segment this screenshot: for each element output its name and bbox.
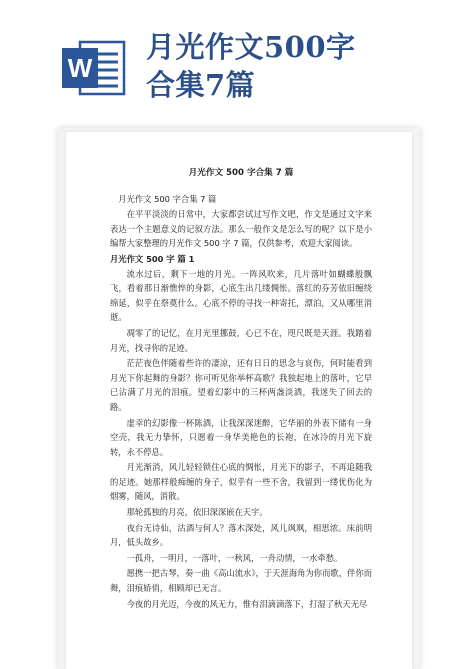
- paragraph: 那轮孤独的月亮，依旧深深嵌在天宇。: [126, 507, 268, 518]
- paragraph: 一孤舟，一明月，一落叶，一秋风，一舟动情，一水牵愁。: [126, 552, 343, 563]
- paragraph: 茫茫夜色伴随着些许的凄凉，还有日日的思念与哀伤，何时能看到月光下你起舞的身影？你可听见你举杯高歌？我独起地上的落叶，它早已沾满了月光的泪痕。望着幻影中的三杯两盏淡酒，我迷失了回去的路。: [110, 358, 372, 412]
- document-page: [66, 132, 412, 669]
- document-subtitle: 月光作文 500 字合集 7 篇: [118, 193, 217, 204]
- paragraph: 月光渐消，风儿轻轻锁住心底的惆怅，月光下的影子，不再追随我的足迹。她那样般痴缠的身子，似乎有一些不舍，我留到一缕优伤化为烟雾，随风，消散。: [110, 462, 372, 502]
- banner-title-line1: 月光作文500字: [146, 30, 356, 64]
- section-title: 月光作文 500 字 篇 1: [110, 253, 195, 264]
- paragraph: 今夜的月光迈，今夜的风无力，惟有泪滴滴落下，打湿了秋天无尽: [126, 598, 368, 609]
- banner: [0, 0, 474, 120]
- word-document-icon: [60, 38, 126, 98]
- banner-title-line2: 合集7篇: [146, 68, 256, 102]
- paragraph: 愿携一把古琴，奏一曲《高山流水》，于天涯海角为你而歌，伴你而舞，泪痕娇俏，相顾却已无言。: [110, 568, 372, 594]
- paragraph: 夜台无诗仙，沽酒与何人？落木深处，风儿飒飒，相思浓。床前明月，低头故乡。: [110, 522, 372, 548]
- document-body: [110, 166, 372, 612]
- banner-title: [146, 28, 466, 104]
- intro-paragraph: 在平平淡淡的日常中，大家都尝试过写作文吧，作文是通过文字来表达一个主题意义的记叙方法。那么一般作文是怎么写的呢？以下是小编帮大家整理的月光作文 500 字 7 篇，仅供参考，欢迎大家阅读。: [110, 209, 372, 249]
- paragraph: 虚幸的幻影像一杯陈酒，让我深深迷醉，它华丽的外表下储有一身空壳，我无力挚怀，只愿着一身华美艳色的长袍，在冰冷的月光下旋转，永不停息。: [110, 417, 372, 457]
- document-title: 月光作文 500 字合集 7 篇: [188, 168, 294, 178]
- paragraph: 凋零了的记忆，在月光里挪鼓，心已不在，咫尺既是天涯。我踏着月光，找寻你的足迹。: [110, 327, 372, 353]
- paragraph: 流水过后，剩下一地的月光。一阵风吹来，几片落叶如蝴蝶般飘飞，看着那日渐憔悴的身影，心底生出几缕惆怅。落红的芬芳依旧缠绕绵延，似乎在祭奠什么。心底不停的寻找一种寄托，漂泊，又从哪里消逝。: [110, 268, 372, 323]
- word-icon-letter: W: [67, 53, 93, 83]
